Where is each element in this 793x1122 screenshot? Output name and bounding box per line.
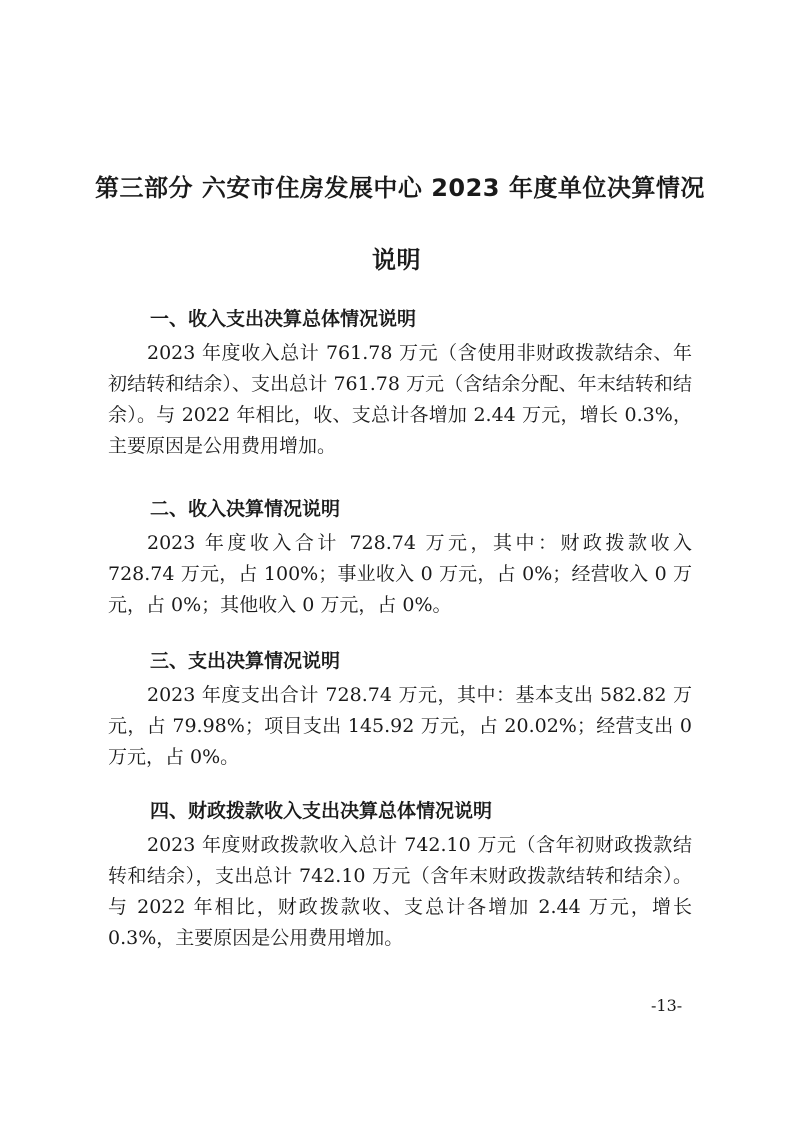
section-body-fiscal-appropriation: 2023 年度财政拨款收入总计 742.10 万元（含年初财政拨款结转和结余），支出总计 742.10 万元（含年末财政拨款结转和结余）。与 2022 年相比，财政拨款收、支总计各增加 2.44 万元，增长 0.3%，主要原因是公用费用增加。: [108, 834, 692, 949]
document-title-continuation: 说明: [372, 246, 421, 274]
section-body-expenditure: 2023 年度支出合计 728.74 万元，其中：基本支出 582.82 万元，占 79.98%；项目支出 145.92 万元，占 20.02%；经营支出 0 万元，占 0%。: [108, 684, 692, 768]
section-heading-expenditure: 三、支出决算情况说明: [150, 650, 341, 672]
page-number: -13-: [651, 996, 683, 1015]
section-body-income-expenditure-overview: 2023 年度收入总计 761.78 万元（含使用非财政拨款结余、年初结转和结余）、支出总计 761.78 万元（含结余分配、年末结转和结余）。与 2022 年相比，收、支总计各增加 2.44 万元，增长 0.3%，主要原因是公用费用增加。: [108, 342, 692, 457]
section-heading-income-expenditure-overview: 一、收入支出决算总体情况说明: [150, 308, 417, 330]
section-heading-income: 二、收入决算情况说明: [150, 498, 341, 520]
section-heading-fiscal-appropriation: 四、财政拨款收入支出决算总体情况说明: [150, 800, 493, 822]
document-title: 第三部分 六安市住房发展中心 2023 年度单位决算情况: [95, 174, 705, 202]
section-body-income: 2023 年度收入合计 728.74 万元，其中：财政拨款收入 728.74 万元，占 100%；事业收入 0 万元，占 0%；经营收入 0 万元，占 0%；其他收入 0 万元，占 0%。: [108, 532, 692, 616]
